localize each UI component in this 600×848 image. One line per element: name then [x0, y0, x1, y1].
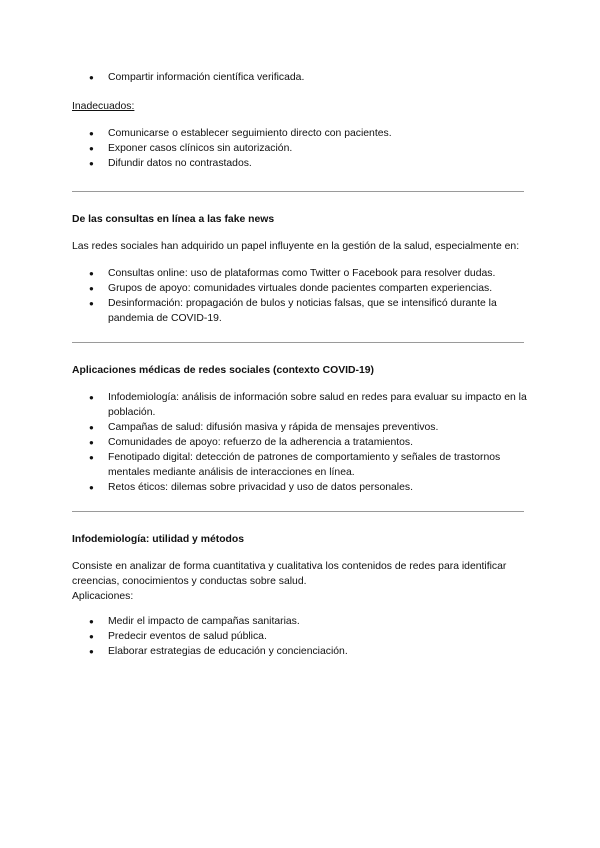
list-item: ● Difundir datos no contrastados.: [72, 156, 528, 171]
list-item: ● Comunidades de apoyo: refuerzo de la adherencia a tratamientos.: [72, 435, 528, 450]
top-bullet-list: [72, 70, 528, 85]
inadequate-label: Inadecuados:: [72, 101, 135, 112]
list-item: ● Compartir información científica verificada.: [72, 70, 528, 85]
list-item: ● Fenotipado digital: detección de patrones de comportamiento y señales de trastornos mentales mediante análisis de interacciones en línea.: [72, 450, 528, 480]
list-item: ● Desinformación: propagación de bulos y noticias falsas, que se intensificó durante la pandemia de COVID-19.: [72, 296, 528, 326]
list-item: ● Comunicarse o establecer seguimiento directo con pacientes.: [72, 126, 528, 141]
section-heading: Aplicaciones médicas de redes sociales (contexto COVID-19): [72, 365, 375, 376]
list-item: ● Campañas de salud: difusión masiva y rápida de mensajes preventivos.: [72, 420, 528, 435]
document-page: [72, 70, 528, 659]
section-heading: De las consultas en línea a las fake news: [72, 214, 275, 225]
section-heading: Infodemiología: utilidad y métodos: [72, 534, 245, 545]
list-item: ● Elaborar estrategias de educación y concienciación.: [72, 644, 528, 659]
list-item: ● Predecir eventos de salud pública.: [72, 629, 528, 644]
section1-list: [72, 266, 528, 326]
list-item: ● Consultas online: uso de plataformas como Twitter o Facebook para resolver dudas.: [72, 266, 528, 281]
section3-list: [72, 614, 528, 659]
list-item: ● Infodemiología: análisis de información sobre salud en redes para evaluar su impacto en la población.: [72, 390, 528, 420]
inadequate-list: [72, 126, 528, 171]
applications-label: Aplicaciones:: [72, 591, 134, 602]
list-item: ● Retos éticos: dilemas sobre privacidad y uso de datos personales.: [72, 480, 528, 495]
list-item: ● Exponer casos clínicos sin autorización.: [72, 141, 528, 156]
list-item: ● Medir el impacto de campañas sanitarias.: [72, 614, 528, 629]
section-intro: Las redes sociales han adquirido un papel influyente en la gestión de la salud, especialmente en:: [72, 241, 520, 252]
list-item: ● Grupos de apoyo: comunidades virtuales donde pacientes comparten experiencias.: [72, 281, 528, 296]
section-intro: Consiste en analizar de forma cuantitativa y cualitativa los contenidos de redes para identificar creencias, conocimientos y conductas sobre salud.: [72, 561, 507, 587]
section2-list: [72, 390, 528, 495]
